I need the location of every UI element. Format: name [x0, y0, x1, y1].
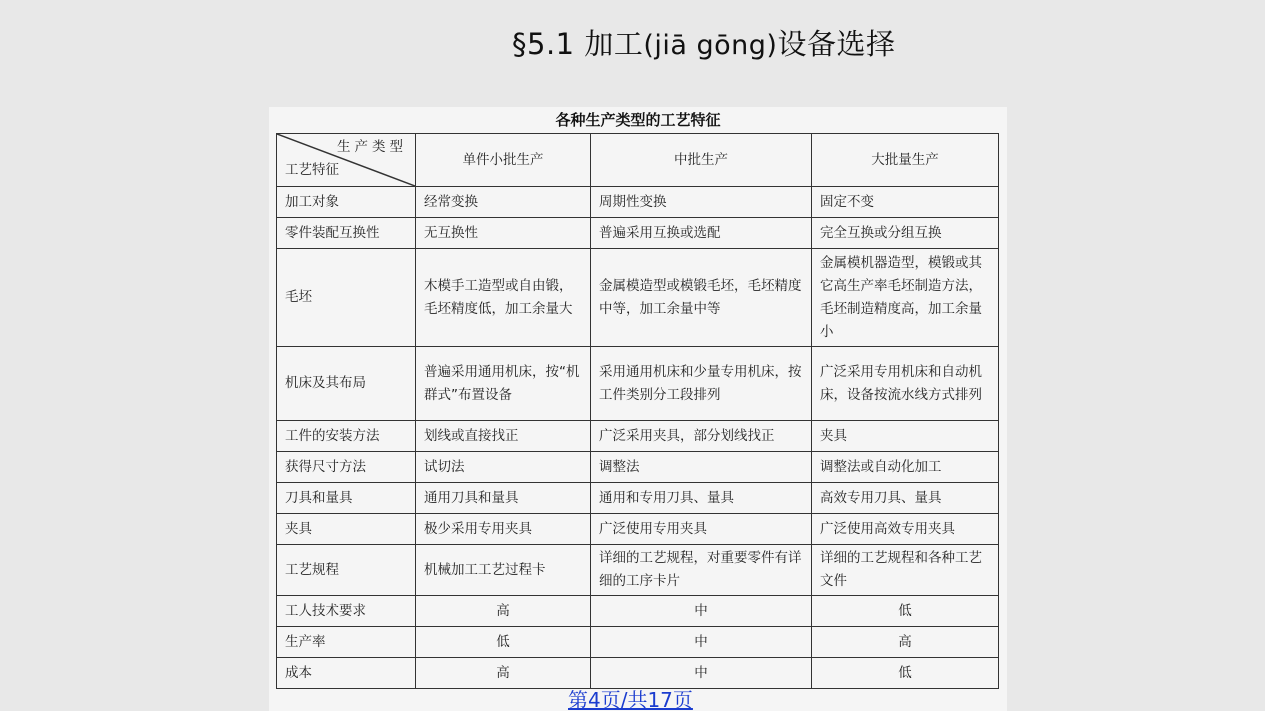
title-text-b: 设备选择: [777, 27, 896, 61]
column-header-medium-batch: 中批生产: [591, 134, 812, 187]
table-cell: 详细的工艺规程，对重要零件有详细的工序卡片: [591, 545, 812, 596]
table-cell: 普遍采用通用机床，按“机群式”布置设备: [416, 347, 591, 421]
table-cell: 详细的工艺规程和各种工艺文件: [812, 545, 999, 596]
table-row: [277, 249, 999, 347]
table-cell: 通用和专用刀具、量具: [591, 483, 812, 514]
table-row: [277, 347, 999, 421]
table-cell: 木模手工造型或自由锻，毛坯精度低，加工余量大: [416, 249, 591, 347]
table-cell: 中: [591, 658, 812, 689]
table-cell: 无互换性: [416, 218, 591, 249]
title-text-a: 加工: [584, 27, 644, 61]
table-cell: 广泛采用夹具，部分划线找正: [591, 421, 812, 452]
table-cell: 划线或直接找正: [416, 421, 591, 452]
table-cell: 中: [591, 627, 812, 658]
table-row: [277, 218, 999, 249]
table-cell: 试切法: [416, 452, 591, 483]
table-cell: 广泛采用专用机床和自动机床，设备按流水线方式排列: [812, 347, 999, 421]
table-cell: 经常变换: [416, 187, 591, 218]
table-cell: 广泛使用专用夹具: [591, 514, 812, 545]
row-feature-label: 成本: [277, 658, 416, 689]
row-feature-label: 加工对象: [277, 187, 416, 218]
table-row: [277, 452, 999, 483]
row-feature-label: 工件的安装方法: [277, 421, 416, 452]
table-cell: 低: [812, 596, 999, 627]
title-pinyin: (jiā gōng): [643, 30, 778, 61]
row-feature-label: 机床及其布局: [277, 347, 416, 421]
table-row: [277, 187, 999, 218]
column-header-mass-production: 大批量生产: [812, 134, 999, 187]
row-feature-label: 工艺规程: [277, 545, 416, 596]
table-cell: 金属模机器造型，模锻或其它高生产率毛坯制造方法，毛坯制造精度高，加工余量小: [812, 249, 999, 347]
table-cell: 调整法或自动化加工: [812, 452, 999, 483]
table-cell: 机械加工工艺过程卡: [416, 545, 591, 596]
row-feature-label: 刀具和量具: [277, 483, 416, 514]
table-cell: 采用通用机床和少量专用机床，按工件类别分工段排列: [591, 347, 812, 421]
table-cell: 固定不变: [812, 187, 999, 218]
table-cell: 金属模造型或模锻毛坯，毛坯精度中等，加工余量中等: [591, 249, 812, 347]
table-cell: 通用刀具和量具: [416, 483, 591, 514]
process-characteristics-table-figure: [269, 107, 1007, 711]
table-row: [277, 514, 999, 545]
table-cell: 高: [416, 658, 591, 689]
table-cell: 普遍采用互换或选配: [591, 218, 812, 249]
row-feature-label: 毛坯: [277, 249, 416, 347]
table-cell: 极少采用专用夹具: [416, 514, 591, 545]
table-cell: 周期性变换: [591, 187, 812, 218]
diagonal-header-cell: [277, 134, 416, 187]
section-number: §5.1: [512, 27, 585, 61]
table-cell: 高: [416, 596, 591, 627]
table-cell: 广泛使用高效专用夹具: [812, 514, 999, 545]
table-cell: 低: [416, 627, 591, 658]
table-row: [277, 627, 999, 658]
table-row: [277, 545, 999, 596]
header-process-feature-label: 工艺特征: [285, 162, 339, 178]
table-cell: 中: [591, 596, 812, 627]
table-cell: 完全互换或分组互换: [812, 218, 999, 249]
table-cell: 夹具: [812, 421, 999, 452]
table-header-row: [277, 134, 999, 187]
table-cell: 调整法: [591, 452, 812, 483]
table-cell: 低: [812, 658, 999, 689]
row-feature-label: 工人技术要求: [277, 596, 416, 627]
table-cell: 高效专用刀具、量具: [812, 483, 999, 514]
table-row: [277, 421, 999, 452]
row-feature-label: 零件装配互换性: [277, 218, 416, 249]
header-production-type-label: 生产类型: [337, 139, 407, 155]
row-feature-label: 生产率: [277, 627, 416, 658]
page-number-link[interactable]: 第4页/共17页: [568, 688, 693, 711]
row-feature-label: 获得尺寸方法: [277, 452, 416, 483]
slide-title: [512, 22, 895, 63]
row-feature-label: 夹具: [277, 514, 416, 545]
process-characteristics-table: [276, 133, 999, 689]
table-row: [277, 483, 999, 514]
table-cell: 高: [812, 627, 999, 658]
table-caption: 各种生产类型的工艺特征: [555, 111, 721, 129]
column-header-single-small-batch: 单件小批生产: [416, 134, 591, 187]
table-row: [277, 596, 999, 627]
